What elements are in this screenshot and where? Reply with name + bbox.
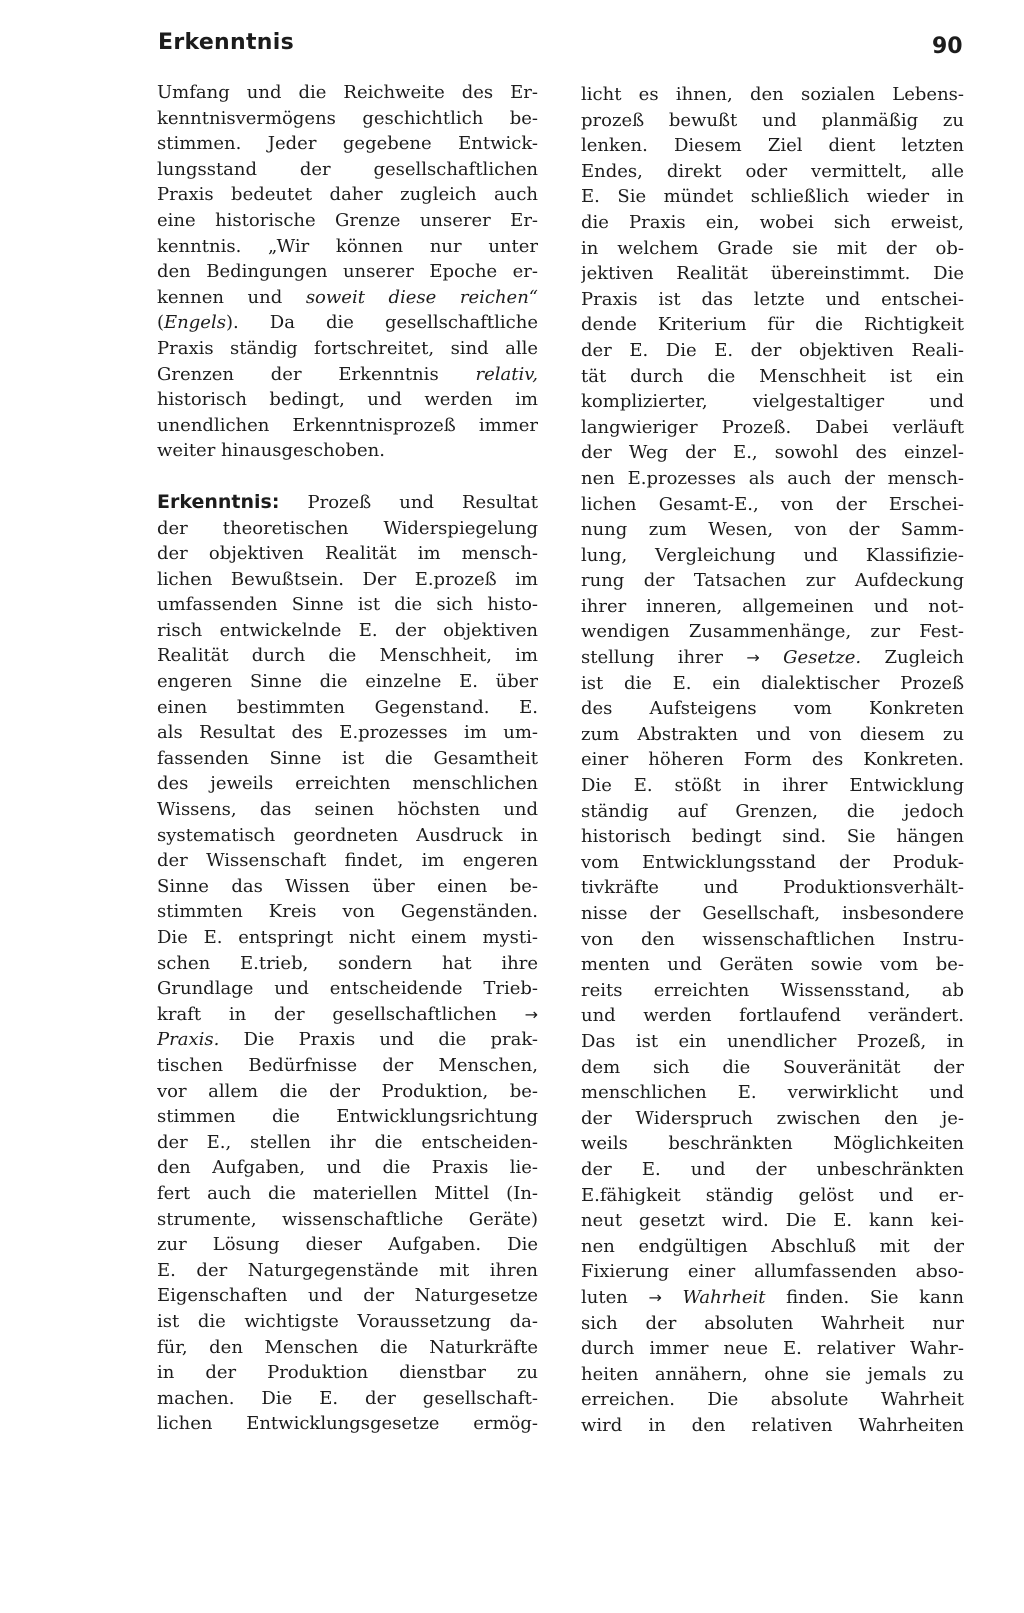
text-line	[581, 1285, 964, 1311]
text-line: den Bedingungen unserer Epoche er-	[157, 261, 538, 283]
text-line: der Widerspruch zwischen den je-	[581, 1107, 964, 1129]
text-line: schen E.trieb, sondern hat ihre	[157, 952, 538, 974]
text-line: lichen Gesamt-E., von der Erschei-	[581, 493, 964, 515]
text-line: historisch bedingt sind. Sie hängen	[581, 826, 964, 848]
text-line: licht es ihnen, den sozialen Lebens-	[581, 84, 964, 105]
text-line: erreichen. Die absolute Wahrheit	[581, 1389, 964, 1411]
text-line: nung zum Wesen, von der Samm-	[581, 519, 964, 541]
text-line: stimmten Kreis von Gegenständen.	[157, 901, 538, 923]
text-line: wird in den relativen Wahrheiten	[581, 1414, 964, 1436]
text-line: stimmen. Jeder gegebene Entwick-	[157, 133, 538, 155]
text-line: als Resultat des E.prozesses im um-	[157, 722, 538, 744]
text-line: menschlichen E. verwirklicht und	[581, 1082, 964, 1104]
text-line: tischen Bedürfnisse der Menschen,	[157, 1054, 538, 1076]
text-line	[157, 1002, 538, 1028]
text-line: lichen Bewußtsein. Der E.prozeß im	[157, 568, 538, 590]
text-line	[157, 362, 538, 388]
text-line: rung der Tatsachen zur Aufdeckung	[581, 570, 964, 592]
text-line: E.fähigkeit ständig gelöst und er-	[581, 1184, 964, 1206]
text-line: risch entwickelnde E. der objektiven	[157, 619, 538, 641]
text-line: Grundlage und entscheidende Trieb-	[157, 978, 538, 1000]
text-line: lichen Entwicklungsgesetze ermög-	[157, 1413, 538, 1435]
text-line: vor allem die der Produktion, be-	[157, 1080, 538, 1102]
text-line: nen endgültigen Abschluß mit der	[581, 1235, 964, 1257]
text-line: Praxis bedeutet daher zugleich auch	[157, 184, 538, 206]
text-line: dende Kriterium für die Richtigkeit	[581, 314, 964, 336]
text-line: der Wissenschaft findet, im engeren	[157, 850, 538, 872]
text-line: stimmen die Entwicklungsrichtung	[157, 1106, 538, 1128]
text-line: die Praxis ein, wobei sich erweist,	[581, 211, 964, 233]
cross-reference-arrow-icon: →	[746, 648, 760, 668]
italic-term: relativ,	[475, 363, 538, 385]
text-line: zum Abstrakten und von diesem zu	[581, 723, 964, 745]
italic-quote: soweit diese reichen“	[305, 286, 538, 308]
text-line	[157, 1027, 538, 1053]
text-run: Die Praxis und die prak-	[219, 1029, 538, 1051]
text-line: der theoretischen Widerspiegelung	[157, 517, 538, 539]
text-line: jektiven Realität übereinstimmt. Die	[581, 263, 964, 285]
text-line: weils beschränkten Möglichkeiten	[581, 1133, 964, 1155]
text-line: E. Sie mündet schließlich wieder in	[581, 186, 964, 208]
text-line: des Aufsteigens vom Konkreten	[581, 698, 964, 720]
left-column	[157, 80, 538, 1437]
text-line: strumente, wissenschaftliche Geräte)	[157, 1208, 538, 1230]
text-line: Wissens, das seinen höchsten und	[157, 799, 538, 821]
text-run: kraft in der gesellschaftlichen	[157, 1003, 497, 1025]
text-line: für, den Menschen die Naturkräfte	[157, 1336, 538, 1358]
text-line: von den wissenschaftlichen Instru-	[581, 928, 964, 950]
text-line: tivkräfte und Produktionsverhält-	[581, 877, 964, 899]
text-line: Sinne das Wissen über einen be-	[157, 875, 538, 897]
text-line: des jeweils erreichten menschlichen	[157, 773, 538, 795]
text-line: kenntnisvermögens geschichtlich be-	[157, 107, 538, 129]
cross-reference-link[interactable]: Wahrheit	[661, 1286, 766, 1308]
text-line	[157, 285, 538, 311]
text-line: lenken. Diesem Ziel dient letzten	[581, 135, 964, 157]
text-line: reits erreichten Wissensstand, ab	[581, 979, 964, 1001]
text-run: (	[157, 312, 165, 334]
text-line: menten und Geräten sowie vom be-	[581, 954, 964, 976]
text-line: komplizierter, vielgestaltiger und	[581, 391, 964, 413]
italic-author: Engels	[164, 312, 226, 334]
text-line: fassenden Sinne ist die Gesamtheit	[157, 747, 538, 769]
text-line: in der Produktion dienstbar zu	[157, 1362, 538, 1384]
text-line: der E. Die E. der objektiven Reali-	[581, 339, 964, 361]
text-line: der objektiven Realität im mensch-	[157, 543, 538, 565]
text-line: Eigenschaften und der Naturgesetze	[157, 1285, 538, 1307]
text-line: fert auch die materiellen Mittel (In-	[157, 1182, 538, 1204]
text-line: ihrer inneren, allgemeinen und not-	[581, 595, 964, 617]
text-line: ständig auf Grenzen, die jedoch	[581, 800, 964, 822]
cross-reference-arrow-icon: →	[648, 1287, 662, 1307]
text-line: Umfang und die Reichweite des Er-	[157, 82, 538, 103]
text-line: Die E. entspringt nicht einem mysti-	[157, 927, 538, 948]
page-number: 90	[932, 34, 963, 59]
text-line: engeren Sinne die einzelne E. über	[157, 671, 538, 693]
text-line: dem sich die Souveränität der	[581, 1056, 964, 1078]
text-line: historisch bedingt, und werden im	[157, 389, 538, 411]
running-header-title: Erkenntnis	[158, 30, 294, 55]
text-run: Prozeß und Resultat	[279, 491, 538, 513]
text-run: finden. Sie kann	[765, 1286, 964, 1308]
text-line: einer höheren Form des Konkreten.	[581, 749, 964, 771]
text-line: Fixierung einer allumfassenden abso-	[581, 1261, 964, 1283]
text-line: nen E.prozesses als auch der mensch-	[581, 467, 964, 489]
text-run: ). Da die gesellschaftliche	[225, 312, 538, 334]
text-line: und werden fortlaufend verändert.	[581, 1005, 964, 1027]
text-line: Das ist ein unendlicher Prozeß, in	[581, 1030, 964, 1052]
text-line: neut gesetzt wird. Die E. kann kei-	[581, 1210, 964, 1232]
text-line: vom Entwicklungsstand der Produk-	[581, 851, 964, 873]
text-line: Endes, direkt oder vermittelt, alle	[581, 160, 964, 182]
text-line: Realität durch die Menschheit, im	[157, 645, 538, 667]
text-line: Praxis ständig fortschreitet, sind alle	[157, 337, 538, 359]
text-line: umfassenden Sinne ist die sich histo-	[157, 594, 538, 616]
text-line: weiter hinausgeschoben.	[157, 440, 385, 462]
text-line: in welchem Grade sie mit der ob-	[581, 237, 964, 259]
text-line: lungsstand der gesellschaftlichen	[157, 158, 538, 180]
text-line: tät durch die Menschheit ist ein	[581, 365, 964, 387]
text-line: wendigen Zusammenhänge, zur Fest-	[581, 621, 964, 643]
text-line	[581, 645, 964, 671]
entry-headword: Erkenntnis:	[157, 490, 280, 513]
paragraph-gap	[157, 464, 538, 490]
right-column	[581, 82, 964, 1438]
text-line: unendlichen Erkenntnisprozeß immer	[157, 414, 538, 436]
text-line: lung, Vergleichung und Klassifizie-	[581, 544, 964, 566]
text-line: den Aufgaben, und die Praxis lie-	[157, 1157, 538, 1179]
text-line: heiten annähern, ohne sie jemals zu	[581, 1363, 964, 1385]
text-line: der E., stellen ihr die entscheiden-	[157, 1131, 538, 1153]
cross-reference-link[interactable]: Gesetze.	[759, 647, 862, 669]
text-line: Die E. stößt in ihrer Entwicklung	[581, 775, 964, 797]
text-line: ist die E. ein dialektischer Prozeß	[581, 672, 964, 694]
text-line: zur Lösung dieser Aufgaben. Die	[157, 1234, 538, 1256]
text-line: systematisch geordneten Ausdruck in	[157, 824, 538, 846]
text-line: der Weg der E., sowohl des einzel-	[581, 442, 964, 464]
text-run: kennen und	[157, 286, 306, 308]
cross-reference-link[interactable]: Praxis.	[157, 1029, 220, 1051]
text-run: stellung ihrer	[581, 647, 747, 669]
text-line: sich der absoluten Wahrheit nur	[581, 1312, 964, 1334]
text-line: langwieriger Prozeß. Dabei verläuft	[581, 416, 964, 438]
text-line: nisse der Gesellschaft, insbesondere	[581, 903, 964, 924]
text-line: der E. und der unbeschränkten	[581, 1158, 964, 1180]
text-line: E. der Naturgegenstände mit ihren	[157, 1259, 538, 1281]
text-line: prozeß bewußt und planmäßig zu	[581, 109, 964, 131]
text-line: Praxis ist das letzte und entschei-	[581, 288, 964, 310]
text-run: Grenzen der Erkenntnis	[157, 363, 476, 385]
cross-reference-arrow-icon: →	[524, 1004, 538, 1024]
text-line	[157, 310, 538, 336]
text-line: eine historische Grenze unserer Er-	[157, 209, 538, 231]
text-line: machen. Die E. der gesellschaft-	[157, 1387, 538, 1409]
text-line: durch immer neue E. relativer Wahr-	[581, 1338, 964, 1360]
text-run: Zugleich	[861, 647, 964, 669]
text-line: einen bestimmten Gegenstand. E.	[157, 696, 538, 718]
text-line: ist die wichtigste Voraussetzung da-	[157, 1310, 538, 1332]
entry-first-line	[157, 490, 538, 516]
text-run: luten	[581, 1286, 649, 1308]
text-line: kenntnis. „Wir können nur unter	[157, 235, 538, 257]
